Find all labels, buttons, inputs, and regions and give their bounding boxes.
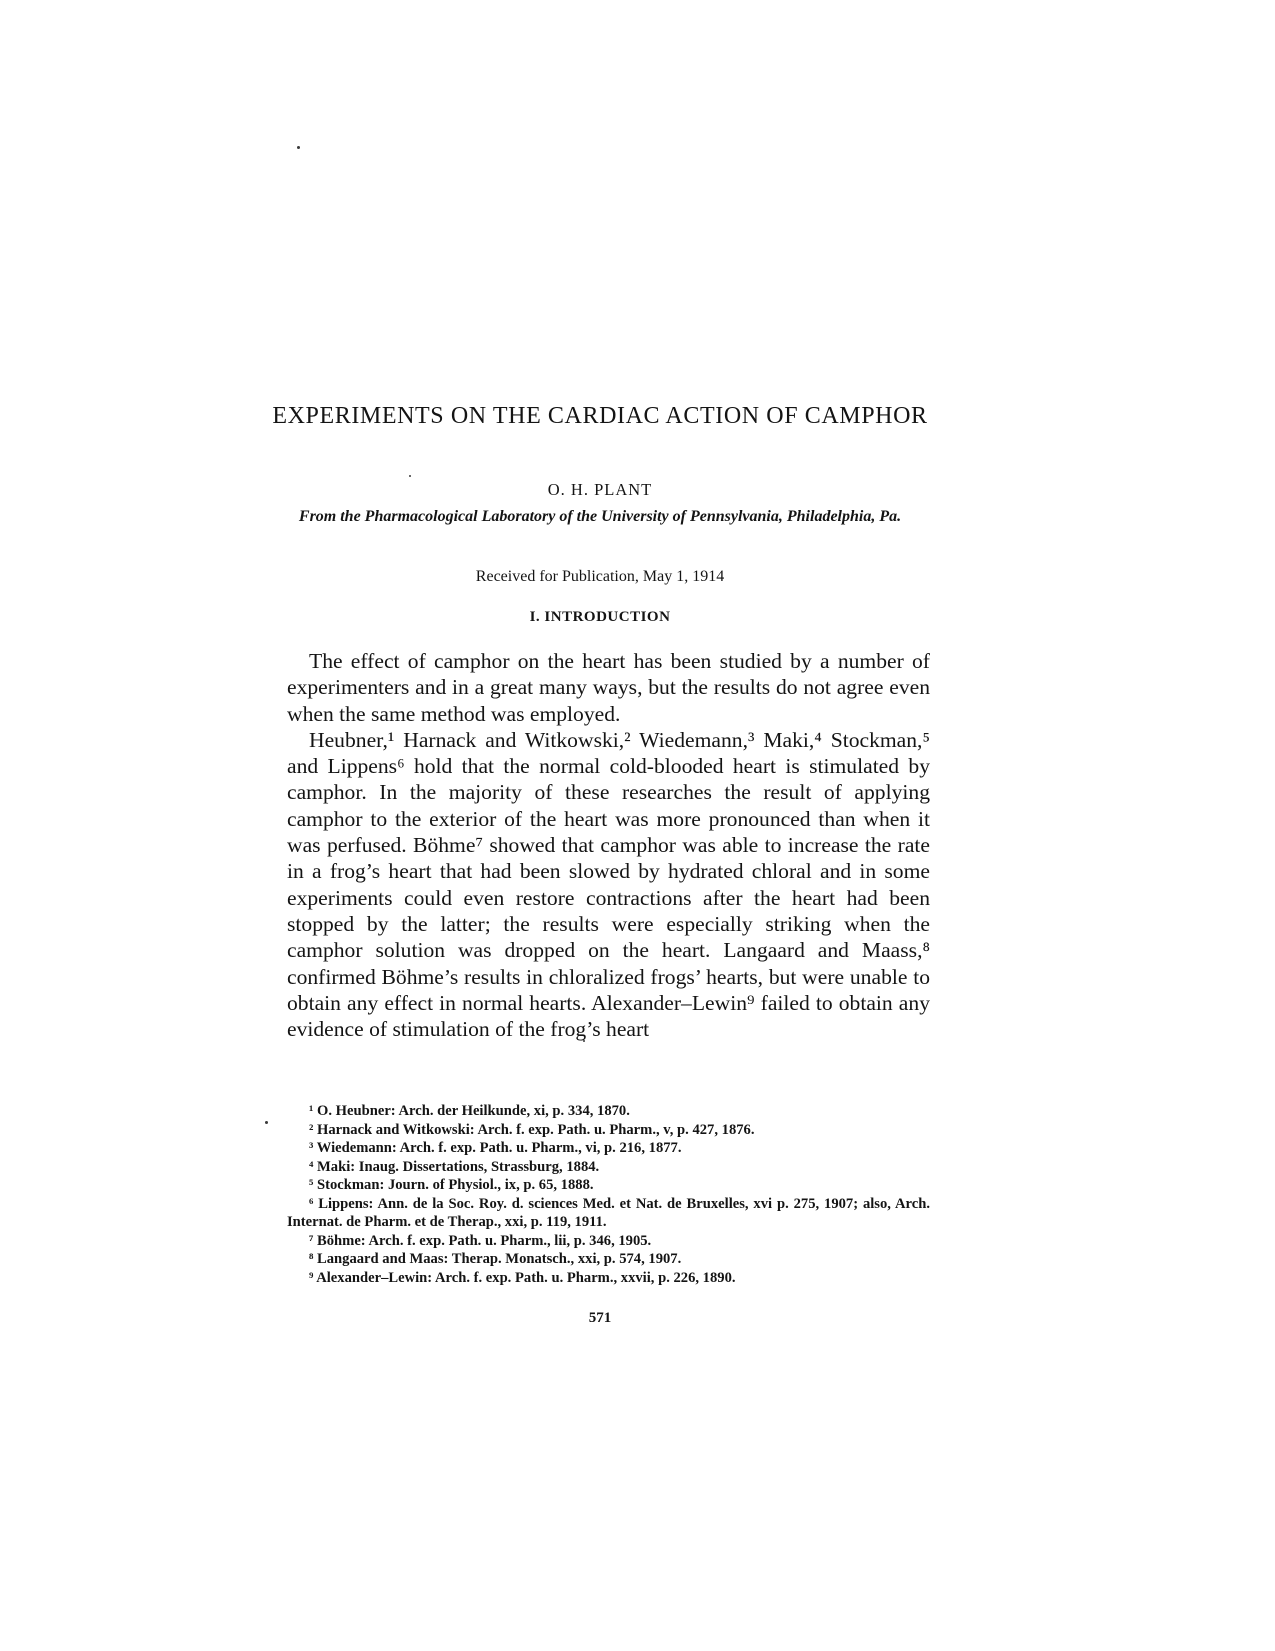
author-name: O. H. PLANT bbox=[547, 480, 653, 499]
received-date: Received for Publication, May 1, 1914 bbox=[475, 568, 725, 585]
affiliation: From the Pharmacological Laboratory of the University of Pennsylvania, Philadelphia, Pa. bbox=[298, 508, 902, 525]
page-number: 571 bbox=[588, 1310, 612, 1326]
footnote: ⁸ Langaard and Maas: Therap. Monatsch., xxi, p. 574, 1907. bbox=[309, 1251, 682, 1267]
footnote: ² Harnack and Witkowski: Arch. f. exp. Path. u. Pharm., v, p. 427, 1876. bbox=[309, 1121, 755, 1138]
body-text bbox=[287, 648, 930, 1042]
footnote: ⁶ Lippens: Ann. de la Soc. Roy. d. sciences Med. et Nat. de Bruxelles, xvi p. 275, 1907; also, Arch. Internat. de Pharm. et de Therap., xxi, p. 119, 1911. bbox=[287, 1195, 930, 1230]
footnote: ⁴ Maki: Inaug. Dissertations, Strassburg, 1884. bbox=[309, 1158, 600, 1175]
paragraph: Heubner,¹ Harnack and Witkowski,² Wiedemann,³ Maki,⁴ Stockman,⁵ and Lippens⁶ hold that the normal cold-blooded heart is stimulated by camphor. In the majority of these researches the result of applying camphor to the exterior of the heart was more pronounced than when it was perfused. Böhme⁷ showed that camphor was able to increase the rate in a frog’s heart that had been slowed by hydrated chloral and in some experiments could even restore contractions after the heart had been stopped by the latter; the results were especially striking when the camphor solution was dropped on the heart. Langaard and Maass,⁸ confirmed Böhme’s results in chloralized frogs’ hearts, but were unable to obtain any effect in normal hearts. Alexander–Lewin⁹ failed to obtain any evidence of stimulation of the frog’s heart bbox=[287, 727, 930, 1042]
section-heading: I. INTRODUCTION bbox=[529, 609, 671, 625]
scan-speck bbox=[297, 146, 300, 149]
footnotes bbox=[287, 1102, 930, 1287]
scan-speck bbox=[409, 475, 411, 477]
article-title: EXPERIMENTS ON THE CARDIAC ACTION OF CAMPHOR bbox=[272, 403, 928, 429]
footnote: ³ Wiedemann: Arch. f. exp. Path. u. Pharm., vi, p. 216, 1877. bbox=[309, 1140, 682, 1156]
scan-speck bbox=[265, 1121, 268, 1124]
footnote: ⁹ Alexander–Lewin: Arch. f. exp. Path. u. Pharm., xxvii, p. 226, 1890. bbox=[309, 1269, 736, 1286]
footnote: ⁷ Böhme: Arch. f. exp. Path. u. Pharm., lii, p. 346, 1905. bbox=[309, 1232, 652, 1249]
paragraph: The effect of camphor on the heart has been studied by a number of experimenters and in a great many ways, but the results do not agree even when the same method was employed. bbox=[287, 649, 930, 726]
footnote: ¹ O. Heubner: Arch. der Heilkunde, xi, p. 334, 1870. bbox=[309, 1103, 630, 1119]
footnote: ⁵ Stockman: Journ. of Physiol., ix, p. 65, 1888. bbox=[309, 1177, 594, 1193]
